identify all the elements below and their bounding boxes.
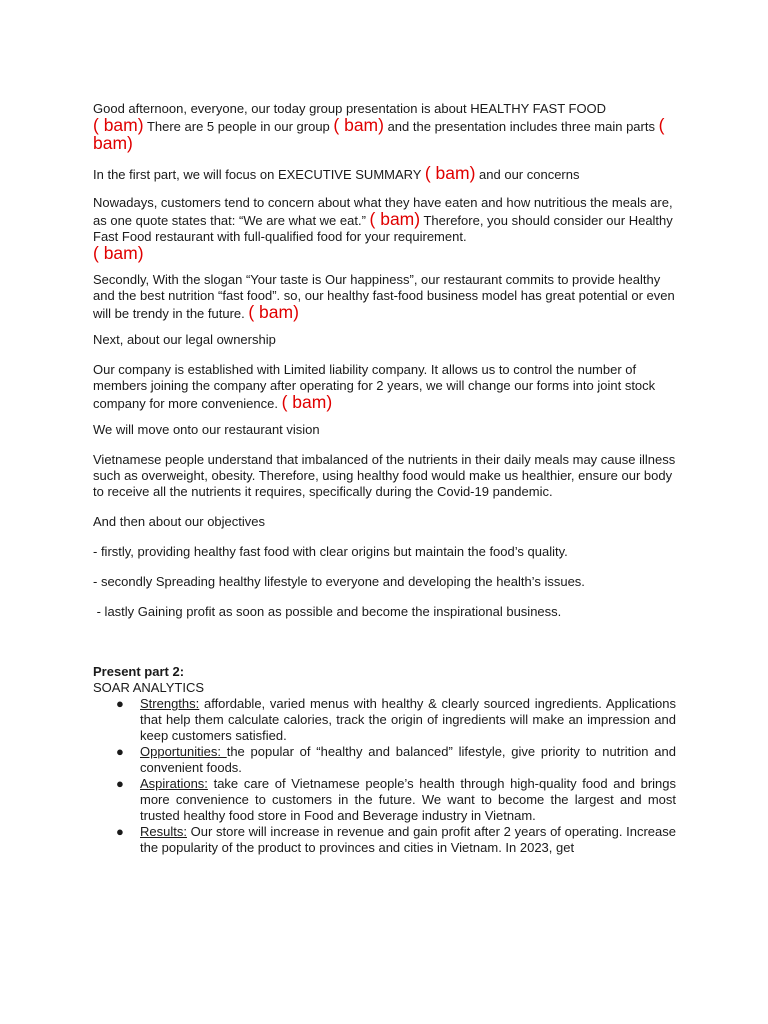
part2-subheading: SOAR ANALYTICS xyxy=(93,680,205,695)
objective-3: - lastly Gaining profit as soon as possible and become the inspirational business. xyxy=(93,604,562,619)
first-part-text-2: and our concerns xyxy=(475,167,580,182)
bullet-icon: ● xyxy=(116,776,124,791)
soar-item-aspirations xyxy=(93,776,676,824)
bullet-icon: ● xyxy=(116,744,124,759)
intro-text: Good afternoon, everyone, our today group presentation is about HEALTHY FAST FOOD xyxy=(93,101,607,116)
intro-text-3: and the presentation includes three main parts xyxy=(383,119,659,134)
paragraph-vision: We will move onto our restaurant vision xyxy=(93,422,320,437)
soar-item-opportunities xyxy=(93,744,676,776)
slogan-text: Secondly, With the slogan “Your taste is Our happiness”, our restaurant commits to provide healthy and the best nutrition “fast food”. so, our healthy fast-food business model has great potential or even will be trendy in the future. xyxy=(93,272,675,321)
bam-marker: ( bam) xyxy=(93,243,144,263)
soar-label: Opportunities: xyxy=(140,744,227,759)
paragraph-first-part xyxy=(93,165,676,183)
paragraph-slogan xyxy=(93,272,676,322)
first-part-text: In the first part, we will focus on EXECUTIVE SUMMARY xyxy=(93,167,425,182)
paragraph-legal: Next, about our legal ownership xyxy=(93,332,276,347)
objective-1: - firstly, providing healthy fast food with clear origins but maintain the food’s quality. xyxy=(93,544,568,559)
bam-marker: ( bam) xyxy=(369,209,421,229)
soar-text: the popular of “healthy and balanced” lifestyle, give priority to nutrition and convenient foods. xyxy=(140,744,676,775)
bam-marker: ( bam) xyxy=(281,392,333,412)
soar-text: take care of Vietnamese people’s health through high-quality food and brings more convenience to customers in the future. We want to become the largest and most trusted healthy food store in Food and Beverage industry in Vietnam. xyxy=(140,776,676,823)
bam-marker: ( bam) xyxy=(424,163,476,183)
soar-item-results xyxy=(93,824,676,856)
bam-marker: ( bam) xyxy=(333,115,384,135)
bullet-icon: ● xyxy=(116,824,124,839)
soar-item-strengths xyxy=(93,696,676,744)
soar-label: Strengths: xyxy=(140,696,200,711)
part2-heading: Present part 2: xyxy=(93,664,185,679)
paragraph-nowadays xyxy=(93,195,676,263)
objective-2: - secondly Spreading healthy lifestyle to everyone and developing the health’s issues. xyxy=(93,574,585,589)
soar-text: Our store will increase in revenue and gain profit after 2 years of operating. Increase the popularity of the product to provinces and cities in Vietnam. In 2023, get xyxy=(140,824,676,855)
intro-text-2: There are 5 people in our group xyxy=(143,119,334,134)
bam-marker: ( bam) xyxy=(248,302,299,322)
bam-marker: ( bam) xyxy=(93,115,144,135)
paragraph-vietnamese: Vietnamese people understand that imbalanced of the nutrients in their daily meals may cause illness such as overweight, obesity. Therefore, using healthy food would make us healthier, ensure our body to receive all the nutrients it requires, specifically during the Covid-19 pandemic. xyxy=(93,452,676,499)
paragraph-objectives: And then about our objectives xyxy=(93,514,266,529)
soar-list xyxy=(93,696,676,856)
nowadays-text-2: Therefore, you should consider our Healthy Fast Food restaurant with full-qualified food for your requirement. xyxy=(93,213,673,244)
soar-label: Aspirations: xyxy=(140,776,208,791)
document-body xyxy=(93,101,676,856)
nowadays-text: Nowadays, customers tend to concern about what they have eaten and how nutritious the meals are, as one quote states that: “We are what we eat.” xyxy=(93,195,673,228)
bam-marker: ( bam) xyxy=(93,115,665,153)
soar-text: affordable, varied menus with healthy & clearly sourced ingredients. Applications that help them calculate calories, track the origin of ingredients will make an impression and keep customers satisfied. xyxy=(140,696,676,743)
soar-label: Results: xyxy=(140,824,187,839)
company-text: Our company is established with Limited liability company. It allows us to control the number of members joining the company after operating for 2 years, we will change our forms into joint stock company for more convenience. xyxy=(93,362,656,411)
paragraph-intro xyxy=(93,101,676,153)
paragraph-company xyxy=(93,362,676,412)
bullet-icon: ● xyxy=(116,696,124,711)
